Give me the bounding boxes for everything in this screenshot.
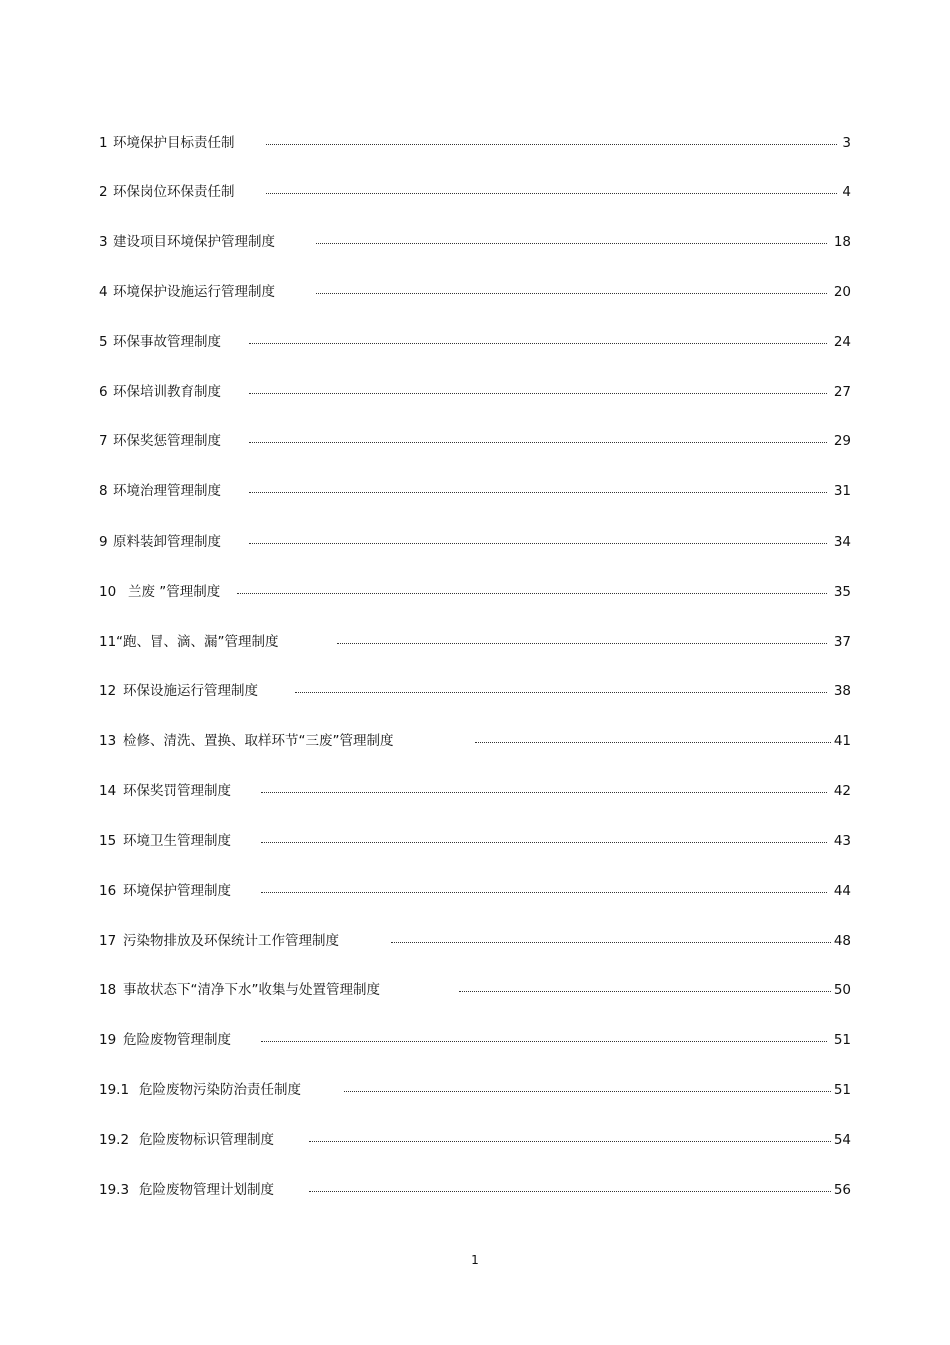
toc-entry-title: 环保岗位环保责任制 [113,184,235,200]
toc-dot-leader [337,643,827,644]
toc-entry-title: 环保事故管理制度 [113,334,221,350]
toc-dot-leader [249,442,827,443]
toc-entry[interactable] [99,678,851,704]
toc-entry[interactable] [99,1127,851,1153]
toc-entry-title: 建设项目环境保护管理制度 [113,234,275,250]
toc-entry-number: 12 [99,683,117,699]
toc-entry[interactable] [99,778,851,804]
toc-entry-number: 19.2 [99,1132,130,1148]
toc-entry-title: 环境卫生管理制度 [123,833,231,849]
toc-entry-page: 42 [833,783,851,799]
toc-entry-page: 34 [833,534,851,550]
toc-entry-number: 5 [99,334,108,350]
toc-entry[interactable] [99,130,851,156]
toc-entry-page: 48 [833,933,851,949]
toc-entry-number: 4 [99,284,108,300]
toc-entry-number: 9 [99,534,108,550]
toc-entry-title: 兰废 ”管理制度 [128,584,221,600]
toc-entry-title: 环保奖罚管理制度 [123,783,231,799]
toc-entry[interactable] [99,828,851,854]
toc-entry[interactable] [99,478,851,504]
toc-entry-page: 20 [833,284,851,300]
toc-entry[interactable] [99,1027,851,1053]
toc-entry-page: 50 [833,982,851,998]
toc-dot-leader [249,543,827,544]
toc-entry-number: 16 [99,883,117,899]
toc-entry-title: 环境保护目标责任制 [113,135,235,151]
toc-entry-page: 4 [842,184,851,200]
toc-entry-page: 31 [833,483,851,499]
toc-entry[interactable] [99,229,851,255]
toc-entry-page: 51 [833,1082,851,1098]
toc-entry-number: 18 [99,982,117,998]
toc-dot-leader [261,892,827,893]
toc-dot-leader [309,1191,831,1192]
toc-dot-leader [249,393,827,394]
toc-dot-leader [266,144,837,145]
toc-entry-number: 13 [99,733,117,749]
toc-entry[interactable] [99,379,851,405]
toc-entry-page: 24 [833,334,851,350]
toc-entry-page: 54 [833,1132,851,1148]
toc-entry-page: 56 [833,1182,851,1198]
page-number: 1 [471,1253,479,1267]
toc-entry-page: 38 [833,683,851,699]
toc-entry[interactable] [99,1177,851,1203]
toc-entry-number: 6 [99,384,108,400]
toc-entry[interactable] [99,529,851,555]
toc-entry[interactable] [99,728,851,754]
toc-entry[interactable] [99,878,851,904]
toc-dot-leader [261,1041,827,1042]
toc-entry-number: 2 [99,184,108,200]
toc-entry-page: 51 [833,1032,851,1048]
toc-entry[interactable] [99,329,851,355]
toc-entry-number: 10 [99,584,117,600]
toc-entry-title: 检修、清洗、置换、取样环节“三废”管理制度 [123,733,394,749]
toc-dot-leader [266,193,837,194]
toc-entry-number: 19.1 [99,1082,130,1098]
toc-entry[interactable] [99,629,851,655]
toc-entry[interactable] [99,579,851,605]
toc-entry-page: 35 [833,584,851,600]
toc-entry-number: 15 [99,833,117,849]
toc-entry-title: 环保奖惩管理制度 [113,433,221,449]
toc-entry[interactable] [99,977,851,1003]
toc-entry[interactable] [99,1077,851,1103]
toc-entry-title: 环保培训教育制度 [113,384,221,400]
toc-entry-number: 17 [99,933,117,949]
toc-entry[interactable] [99,279,851,305]
toc-entry-title: 环境治理管理制度 [113,483,221,499]
toc-entry-number: 11 [99,634,117,650]
toc-entry-page: 29 [833,433,851,449]
toc-entry-page: 3 [842,135,851,151]
toc-dot-leader [344,1091,831,1092]
toc-entry-page: 18 [833,234,851,250]
toc-entry-title: 危险废物管理制度 [123,1032,231,1048]
toc-entry-number: 7 [99,433,108,449]
toc-dot-leader [391,942,831,943]
toc-entry-title: 环保设施运行管理制度 [123,683,258,699]
toc-entry-page: 41 [833,733,851,749]
toc-entry-title: 原料装卸管理制度 [113,534,221,550]
toc-entry-number: 19.3 [99,1182,130,1198]
toc-entry[interactable] [99,428,851,454]
toc-entry-title: 危险废物标识管理制度 [139,1132,274,1148]
toc-entry-title: 危险废物管理计划制度 [139,1182,274,1198]
toc-entry-number: 3 [99,234,108,250]
toc-dot-leader [261,842,827,843]
toc-entry-number: 14 [99,783,117,799]
toc-entry-title: 危险废物污染防治责任制度 [139,1082,301,1098]
toc-dot-leader [249,492,827,493]
toc-entry-number: 19 [99,1032,117,1048]
toc-dot-leader [316,243,827,244]
toc-dot-leader [237,593,827,594]
toc-dot-leader [249,343,827,344]
toc-entry-page: 44 [833,883,851,899]
toc-entry-page: 43 [833,833,851,849]
toc-entry-title: 事故状态下“清净下水”收集与处置管理制度 [123,982,380,998]
toc-dot-leader [459,991,831,992]
toc-entry[interactable] [99,928,851,954]
toc-dot-leader [295,692,827,693]
toc-entry-number: 1 [99,135,108,151]
toc-entry-title: 环境保护管理制度 [123,883,231,899]
toc-dot-leader [309,1141,831,1142]
toc-entry-number: 8 [99,483,108,499]
toc-dot-leader [261,792,827,793]
toc-entry-page: 27 [833,384,851,400]
toc-entry[interactable] [99,179,851,205]
toc-entry-title: 污染物排放及环保统计工作管理制度 [123,933,339,949]
toc-entry-page: 37 [833,634,851,650]
toc-entry-title: 环境保护设施运行管理制度 [113,284,275,300]
toc-entry-title: “跑、冒、滴、漏”管理制度 [116,634,279,650]
toc-dot-leader [475,742,831,743]
toc-dot-leader [316,293,827,294]
